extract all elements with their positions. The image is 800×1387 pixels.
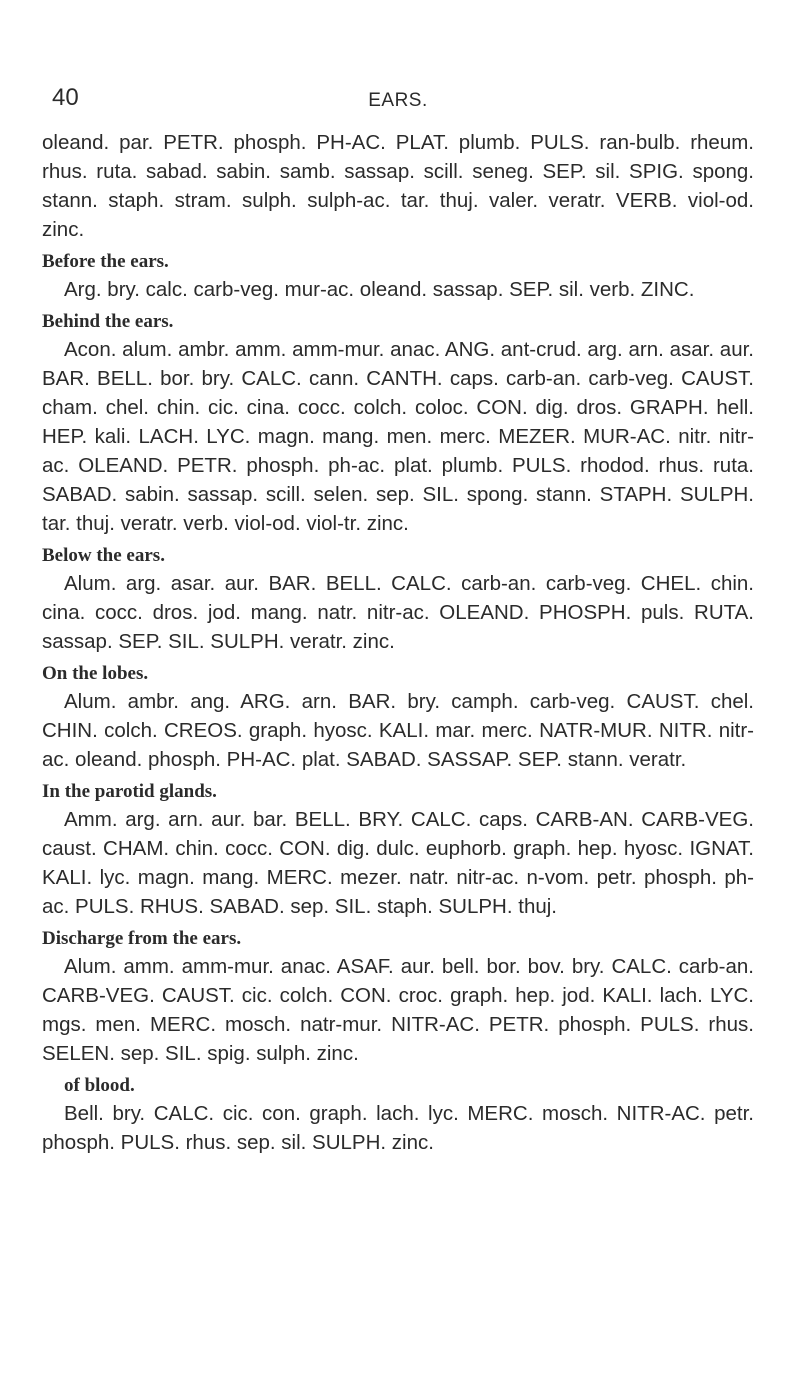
heading-discharge-of-blood: of blood. (64, 1075, 135, 1096)
remedy-list-on-the-lobes: Alum. ambr. ang. ARG. arn. BAR. bry. camph. carb-veg. CAUST. chel. CHIN. colch. CREOS. graph. hyosc. KALI. mar. merc. NATR-MUR. NITR. nitr-ac. oleand. phosph. PH-AC. plat. SABAD. SASSAP. SEP. stann. veratr. (42, 690, 754, 771)
remedy-list-discharge-from-ears: Alum. amm. amm-mur. anac. ASAF. aur. bell. bor. bov. bry. CALC. carb-an. CARB-VEG. CAUST. cic. colch. CON. croc. graph. hep. jod. KALI. lach. LYC. mgs. men. MERC. mosch. natr-mur. NITR-AC. PETR. phosph. PULS. rhus. SELEN. sep. SIL. spig. sulph. zinc. (42, 955, 754, 1065)
remedy-list-behind-the-ears: Acon. alum. ambr. amm. amm-mur. anac. ANG. ant-crud. arg. arn. asar. aur. BAR. BELL. bor. bry. CALC. cann. CANTH. caps. carb-an. carb-veg. CAUST. cham. chel. chin. cic. cina. cocc. colch. coloc. CON. dig. dros. GRAPH. hell. HEP. kali. LACH. LYC. magn. mang. men. merc. MEZER. MUR-AC. nitr. nitr-ac. OLEAND. PETR. phosph. ph-ac. plat. plumb. PULS. rhodod. rhus. ruta. SABAD. sabin. sassap. scill. selen. sep. SIL. spong. stann. STAPH. SULPH. tar. thuj. veratr. verb. viol-od. viol-tr. zinc. (42, 338, 754, 535)
remedy-list-below-the-ears: Alum. arg. asar. aur. BAR. BELL. CALC. carb-an. carb-veg. CHEL. chin. cina. cocc. dros. jod. mang. natr. nitr-ac. OLEAND. PHOSPH. puls. RUTA. sassap. SEP. SIL. SULPH. veratr. zinc. (42, 572, 754, 653)
heading-below-the-ears: Below the ears. (42, 545, 165, 566)
heading-parotid-glands: In the parotid glands. (42, 781, 217, 802)
page-number: 40 (52, 84, 79, 111)
heading-on-the-lobes: On the lobes. (42, 663, 149, 684)
heading-behind-the-ears: Behind the ears. (42, 311, 174, 332)
running-head: EARS. (368, 90, 428, 111)
page-header (42, 0, 754, 110)
heading-before-the-ears: Before the ears. (42, 251, 169, 272)
heading-discharge-from-ears: Discharge from the ears. (42, 928, 242, 949)
remedy-list-discharge-of-blood: Bell. bry. CALC. cic. con. graph. lach. lyc. MERC. mosch. NITR-AC. petr. phosph. PULS. rhus. sep. sil. SULPH. zinc. (42, 1102, 754, 1154)
continued-remedy-list: oleand. par. PETR. phosph. PH-AC. PLAT. plumb. PULS. ran-bulb. rheum. rhus. ruta. sabad. sabin. samb. sassap. scill. seneg. SEP. sil. SPIG. spong. stann. staph. stram. sulph. sulph-ac. tar. thuj. valer. veratr. VERB. viol-od. zinc. (42, 131, 754, 241)
body-text (42, 128, 754, 1157)
remedy-list-parotid-glands: Amm. arg. arn. aur. bar. BELL. BRY. CALC. caps. CARB-AN. CARB-VEG. caust. CHAM. chin. cocc. CON. dig. dulc. euphorb. graph. hep. hyosc. IGNAT. KALI. lyc. magn. mang. MERC. mezer. natr. nitr-ac. n-vom. petr. phosph. ph-ac. PULS. RHUS. SABAD. sep. SIL. staph. SULPH. thuj. (42, 808, 754, 918)
remedy-list-before-the-ears: Arg. bry. calc. carb-veg. mur-ac. oleand. sassap. SEP. sil. verb. ZINC. (64, 278, 695, 301)
book-page (42, 0, 754, 1157)
